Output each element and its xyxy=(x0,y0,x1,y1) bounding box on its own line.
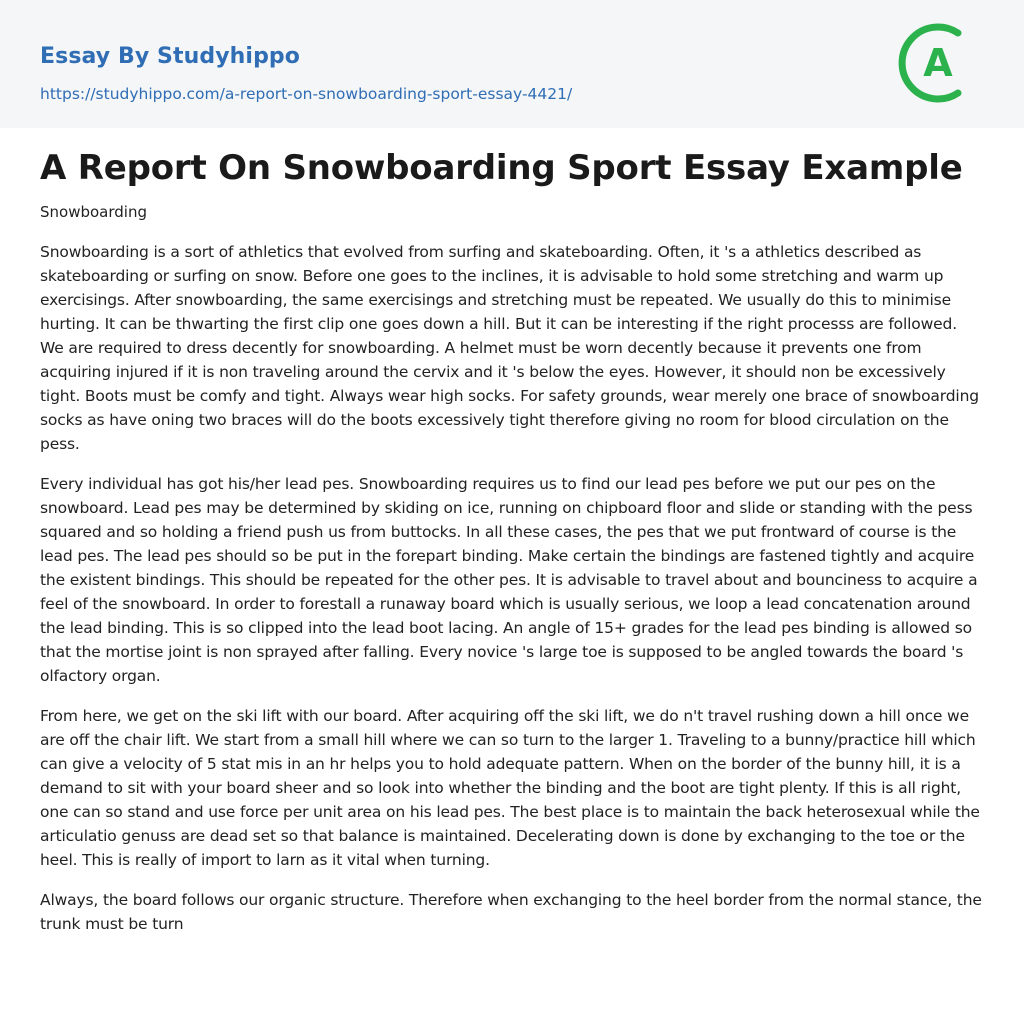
essay-category: Snowboarding xyxy=(40,203,147,221)
site-header xyxy=(0,0,1024,128)
brand-title[interactable]: Essay By Studyhippo xyxy=(40,44,300,69)
studyhippo-logo[interactable] xyxy=(898,20,984,106)
page-title: A Report On Snowboarding Sport Essay Example xyxy=(40,148,963,188)
article-content xyxy=(0,148,1024,936)
logo-letter: A xyxy=(923,41,953,85)
essay-url-link[interactable]: https://studyhippo.com/a-report-on-snowboarding-sport-essay-4421/ xyxy=(40,85,573,103)
essay-paragraph-4: Always, the board follows our organic structure. Therefore when exchanging to the heel border from the normal stance, the trunk must be turn xyxy=(40,891,982,933)
essay-paragraph-1: Snowboarding is a sort of athletics that evolved from surfing and skateboarding. Often, it 's a athletics described as skateboarding or surfing on snow. Before one goes to the inclines, it is advisable to hold some stretching and warm up exercisings. After snowboarding, the same exercisings and stretching must be repeated. We usually do this to minimise hurting. It can be thwarting the first clip one goes down a hill. But it can be interesting if the right processs are followed. We are required to dress decently for snowboarding. A helmet must be worn decently because it prevents one from acquiring injured if it is non traveling around the cervix and it 's below the eyes. However, it should non be excessively tight. Boots must be comfy and tight. Always wear high socks. For safety grounds, wear merely one brace of snowboarding socks as have oning two braces will do the boots excessively tight therefore giving no room for blood circulation on the pess. xyxy=(40,243,979,453)
essay-paragraph-2: Every individual has got his/her lead pes. Snowboarding requires us to find our lead pes before we put our pes on the snowboard. Lead pes may be determined by skiding on ice, running on chipboard floor and slide or standing with the pess squared and so holding a friend push us from buttocks. In all these cases, the pes that we put frontward of course is the lead pes. The lead pes should so be put in the forepart binding. Make certain the bindings are fastened tightly and acquire the existent bindings. This should be repeated for the other pes. It is advisable to travel about and bounciness to acquire a feel of the snowboard. In order to forestall a runaway board which is usually serious, we loop a lead concatenation around the lead binding. This is so clipped into the lead boot lacing. An angle of 15+ grades for the lead pes binding is allowed so that the mortise joint is non sprayed after falling. Every novice 's large toe is supposed to be angled towards the board 's olfactory organ. xyxy=(40,475,978,685)
essay-paragraph-3: From here, we get on the ski lift with our board. After acquiring off the ski lift, we do n't travel rushing down a hill once we are off the chair lift. We start from a small hill where we can so turn to the larger 1. Traveling to a bunny/practice hill which can give a velocity of 5 stat mis in an hr helps you to hold adequate pattern. When on the border of the bunny hill, it is a demand to sit with your board sheer and so look into whether the binding and the boot are tight plenty. If this is all right, one can so stand and use force per unit area on his lead pes. The best place is to maintain the back heterosexual while the articulatio genuss are dead set so that balance is maintained. Decelerating down is done by exchanging to the toe or the heel. This is really of import to larn as it vital when turning. xyxy=(40,707,980,869)
